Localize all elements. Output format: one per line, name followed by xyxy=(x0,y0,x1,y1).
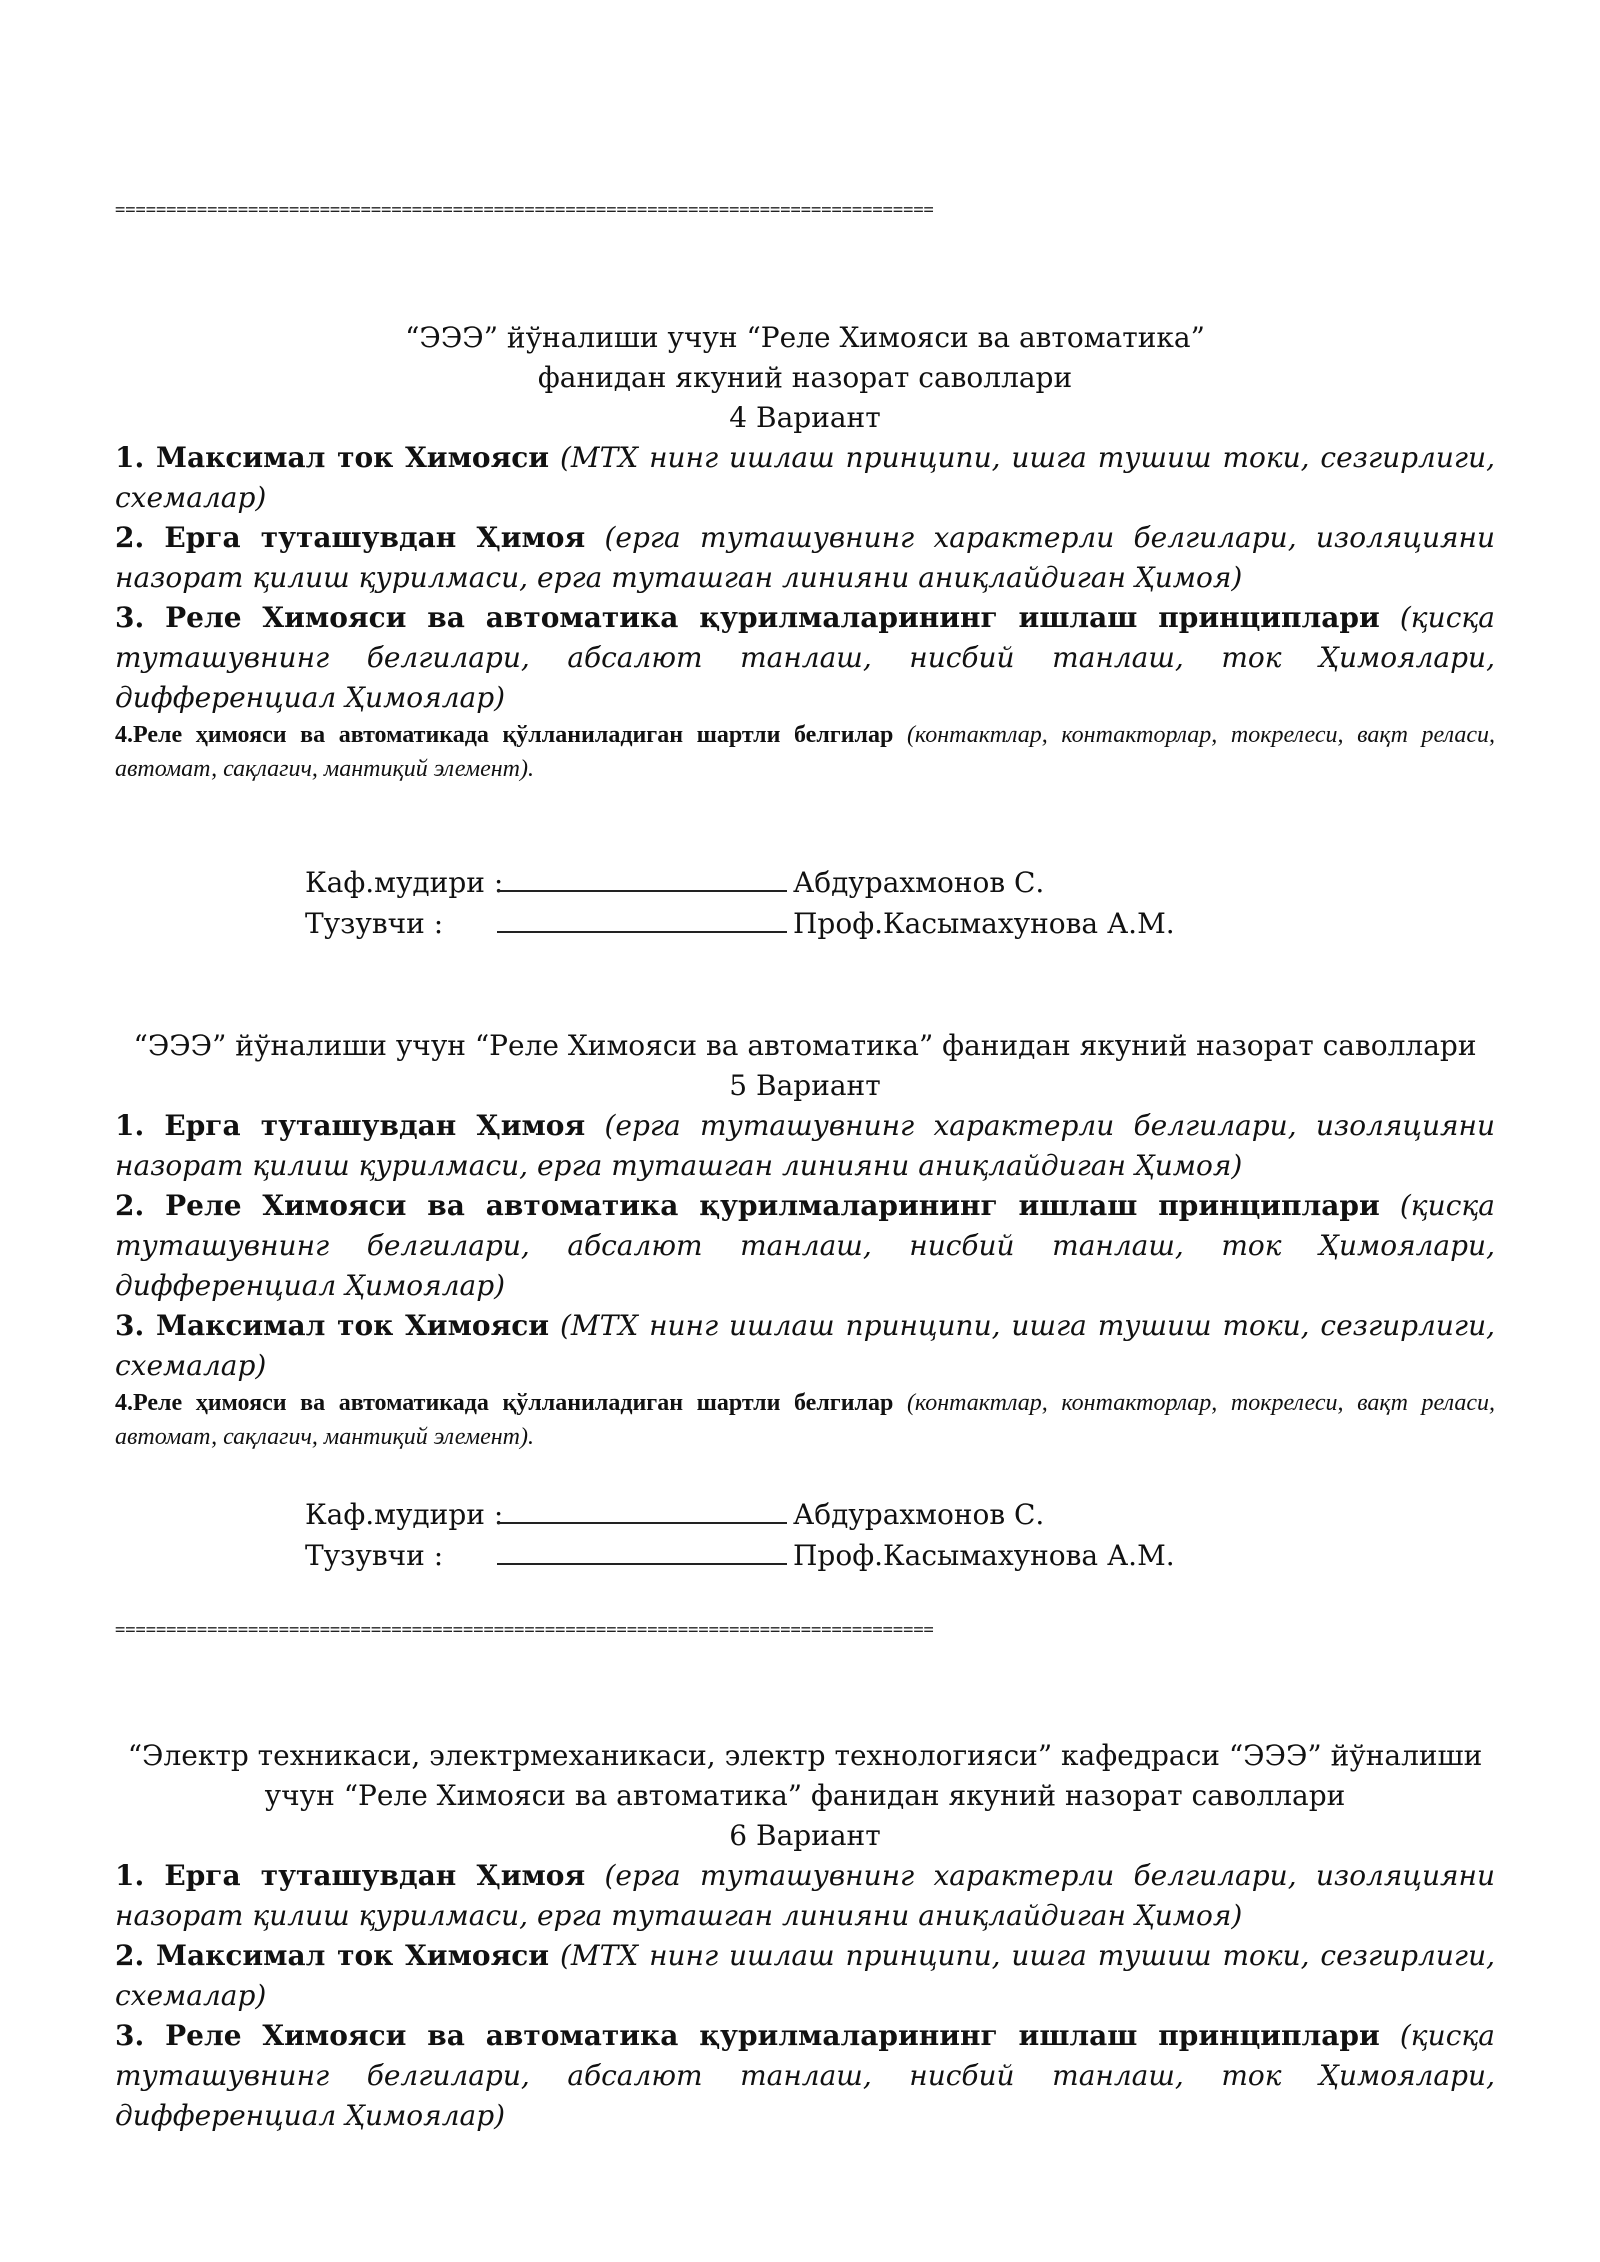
variant-6-title xyxy=(115,1736,1495,1856)
variant-6-questions xyxy=(115,1856,1495,2136)
title-line: “ЭЭЭ” йўналиши учун “Реле Химояси ва автоматика” xyxy=(405,321,1205,354)
variant-4-signatures xyxy=(305,862,1175,944)
question-detail: (МТХ нинг ишлаш принципи, ишга тушиш токи, сезгирлиги, схемалар) xyxy=(115,1939,1496,2012)
separator-line: ================================================================================ xyxy=(115,1620,934,1640)
question-detail: (ерга туташувнинг характерли белгилари, изоляцияни назорат қилиш қурилмаси, ерга туташган линияни аниқлайдиган Ҳимоя) xyxy=(115,521,1496,594)
question-title: 2. Максимал ток Химояси xyxy=(115,1939,550,1972)
question-title: 3. Реле Химояси ва автоматика қурилмаларининг ишлаш принциплари xyxy=(115,2019,1380,2052)
signature-line xyxy=(497,1535,787,1565)
variant-number: 6 Вариант xyxy=(729,1819,881,1852)
variant-5-questions xyxy=(115,1106,1495,1454)
question-item xyxy=(115,1386,1495,1454)
signature-row xyxy=(305,1494,1175,1535)
question-detail: (қисқа туташувнинг белгилари, абсалют танлаш, нисбий танлаш, ток Ҳимоялари, дифференциал Ҳимоялар) xyxy=(115,2019,1495,2132)
separator-line: ================================================================================ xyxy=(115,200,934,220)
question-title: 1. Ерга туташувдан Ҳимоя xyxy=(115,1109,586,1142)
signature-line xyxy=(497,1494,787,1524)
title-line: “ЭЭЭ” йўналиши учун “Реле Химояси ва автоматика” фанидан якуний назорат саволлари xyxy=(133,1029,1477,1062)
question-title: 2. Ерга туташувдан Ҳимоя xyxy=(115,521,586,554)
signature-label: Тузувчи : xyxy=(305,907,444,940)
title-line: учун “Реле Химояси ва автоматика” фанидан якуний назорат саволлари xyxy=(264,1779,1346,1812)
variant-number: 5 Вариант xyxy=(729,1069,881,1102)
question-detail: (қисқа туташувнинг белгилари, абсалют танлаш, нисбий танлаш, ток Ҳимоялари, дифференциал Ҳимоялар) xyxy=(115,601,1495,714)
variant-4-questions xyxy=(115,438,1495,786)
question-title: 4.Реле ҳимояси ва автоматикада қўлланиладиган шартли белгилар xyxy=(115,722,894,748)
signature-line xyxy=(497,903,787,933)
question-detail: (МТХ нинг ишлаш принципи, ишга тушиш токи, сезгирлиги, схемалар) xyxy=(115,441,1496,514)
variant-4-title xyxy=(115,318,1495,438)
variant-number: 4 Вариант xyxy=(729,401,881,434)
signature-row xyxy=(305,862,1175,903)
question-item xyxy=(115,1106,1495,1186)
signature-row xyxy=(305,1535,1175,1576)
question-detail: (ерга туташувнинг характерли белгилари, изоляцияни назорат қилиш қурилмаси, ерга туташган линияни аниқлайдиган Ҳимоя) xyxy=(115,1109,1496,1182)
question-title: 3. Максимал ток Химояси xyxy=(115,1309,550,1342)
signature-name: Проф.Касымахунова А.М. xyxy=(793,907,1175,940)
signature-label: Каф.мудири : xyxy=(305,1498,504,1531)
question-title: 3. Реле Химояси ва автоматика қурилмаларининг ишлаш принциплари xyxy=(115,601,1380,634)
question-title: 4.Реле ҳимояси ва автоматикада қўлланиладиган шартли белгилар xyxy=(115,1390,894,1416)
question-item xyxy=(115,1186,1495,1306)
question-title: 2. Реле Химояси ва автоматика қурилмаларининг ишлаш принциплари xyxy=(115,1189,1380,1222)
question-item xyxy=(115,1306,1495,1386)
question-item xyxy=(115,518,1495,598)
signature-row xyxy=(305,903,1175,944)
question-detail: (МТХ нинг ишлаш принципи, ишга тушиш токи, сезгирлиги, схемалар) xyxy=(115,1309,1496,1382)
signature-name: Абдурахмонов С. xyxy=(793,866,1045,899)
question-item xyxy=(115,1856,1495,1936)
question-item xyxy=(115,1936,1495,2016)
question-item xyxy=(115,438,1495,518)
question-title: 1. Ерга туташувдан Ҳимоя xyxy=(115,1859,586,1892)
question-detail: (контактлар, контакторлар, токрелеси, вақт реласи, автомат, сақлагич, мантиқий элемент). xyxy=(115,1390,1496,1450)
question-detail: (контактлар, контакторлар, токрелеси, вақт реласи, автомат, сақлагич, мантиқий элемент). xyxy=(115,722,1496,782)
question-item xyxy=(115,718,1495,786)
question-title: 1. Максимал ток Химояси xyxy=(115,441,550,474)
title-line: фанидан якуний назорат саволлари xyxy=(537,361,1073,394)
signature-name: Абдурахмонов С. xyxy=(793,1498,1045,1531)
variant-5-title xyxy=(115,1026,1495,1106)
question-item xyxy=(115,2016,1495,2136)
signature-name: Проф.Касымахунова А.М. xyxy=(793,1539,1175,1572)
question-item xyxy=(115,598,1495,718)
signature-label: Тузувчи : xyxy=(305,1539,444,1572)
variant-5-signatures xyxy=(305,1494,1175,1576)
signature-line xyxy=(497,862,787,892)
signature-label: Каф.мудири : xyxy=(305,866,504,899)
question-detail: (қисқа туташувнинг белгилари, абсалют танлаш, нисбий танлаш, ток Ҳимоялари, дифференциал Ҳимоялар) xyxy=(115,1189,1495,1302)
question-detail: (ерга туташувнинг характерли белгилари, изоляцияни назорат қилиш қурилмаси, ерга туташган линияни аниқлайдиган Ҳимоя) xyxy=(115,1859,1496,1932)
title-line: “Электр техникаси, электрмеханикаси, электр технологияси” кафедраси “ЭЭЭ” йўналиши xyxy=(127,1739,1483,1772)
